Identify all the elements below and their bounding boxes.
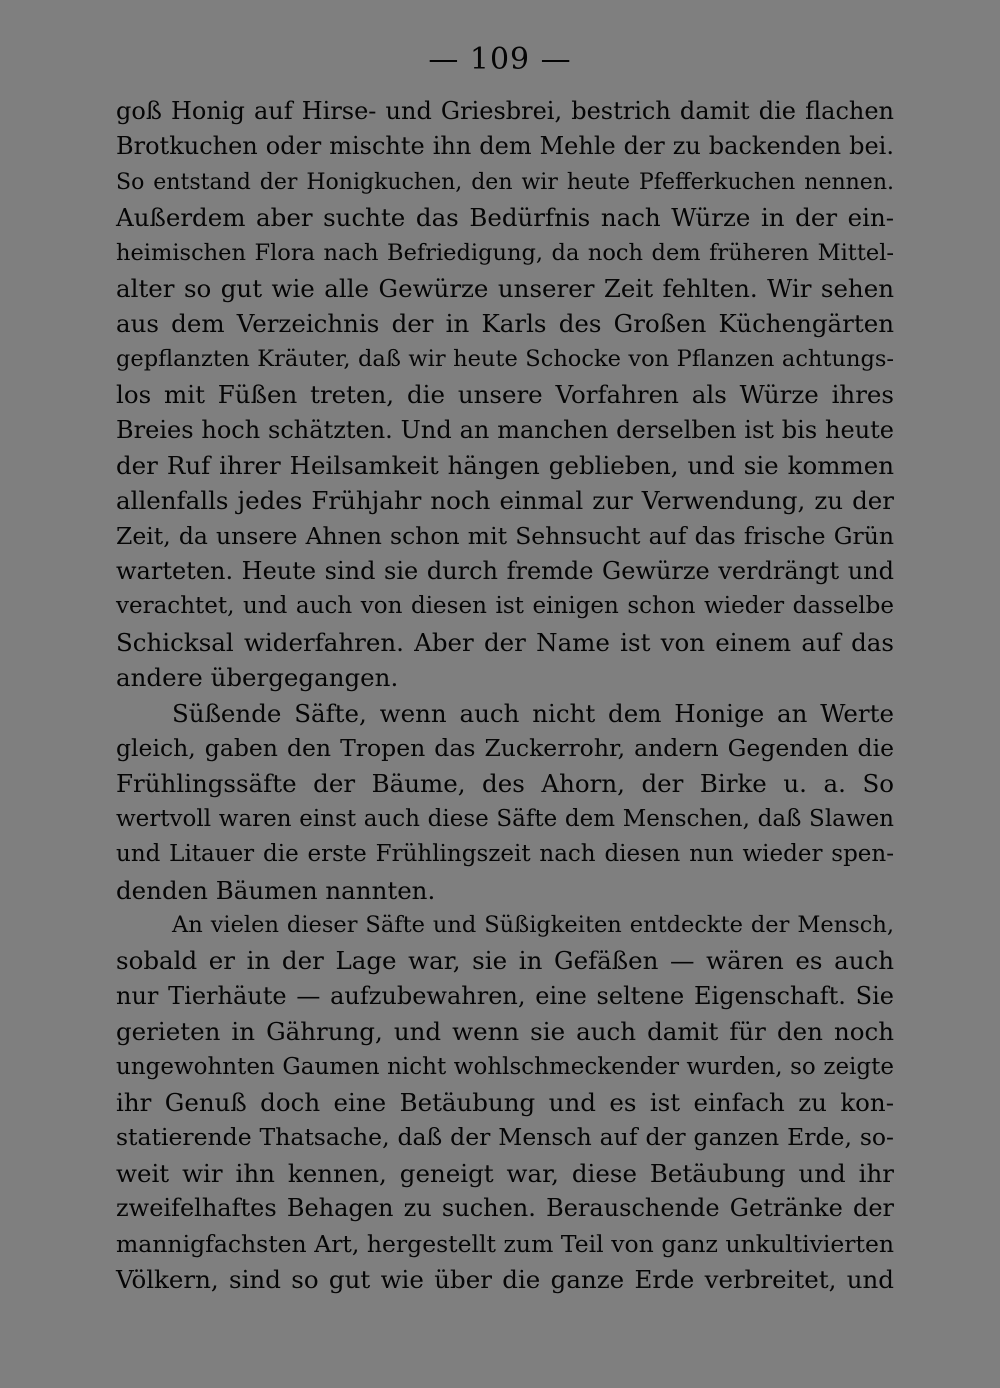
text-line: ungewohnten Gaumen nicht wohlschmeckender wurden, so zeigte [116,1053,894,1080]
text-line: und Litauer die erste Frühlingszeit nach diesen nun wieder spen- [116,841,894,868]
text-line: allenfalls jedes Frühjahr noch einmal zur Verwendung, zu der [116,486,894,516]
text-line: gepflanzten Kräuter, daß wir heute Schocke von Pflanzen achtungs- [116,345,894,372]
text-line: gleich, gaben den Tropen das Zuckerrohr, andern Gegenden die [116,734,894,763]
text-line: So entstand der Honigkuchen, den wir heute Pfefferkuchen nennen. [116,169,894,195]
text-line: Frühlingssäfte der Bäume, des Ahorn, der Birke u. a. So [116,769,894,799]
text-line: weit wir ihn kennen, geneigt war, diese Betäubung und ihr [116,1158,894,1188]
text-line: verachtet, und auch von diesen ist einigen schon wieder dasselbe [116,593,894,620]
text-line: andere übergegangen. [116,663,399,693]
text-line: warteten. Heute sind sie durch fremde Gewürze verdrängt und [116,557,894,586]
text-line: denden Bäumen nannten. [116,875,436,905]
text-line: wertvoll waren einst auch diese Säfte dem Menschen, daß Slawen [116,805,894,832]
text-line: gerieten in Gährung, und wenn sie auch damit für den noch [116,1017,894,1047]
text-line: mannigfachsten Art, hergestellt zum Teil von ganz unkultivierten [116,1229,894,1258]
text-line: Süßende Säfte, wenn auch nicht dem Honige an Werte [172,698,894,728]
text-line: der Ruf ihrer Heilsamkeit hängen geblieben, und sie kommen [116,450,894,480]
text-line: An vielen dieser Säfte und Süßigkeiten entdeckte der Mensch, [172,911,894,938]
text-line: statierende Thatsache, daß der Mensch auf der ganzen Erde, so- [116,1123,894,1152]
text-line: Schicksal widerfahren. Aber der Name ist von einem auf das [116,627,894,657]
text-line: Außerdem aber suchte das Bedürfnis nach Würze in der ein- [116,203,894,233]
text-line: alter so gut wie alle Gewürze unserer Zeit fehlten. Wir sehen [116,273,894,303]
text-line: Breies hoch schätzten. Und an manchen derselben ist bis heute [116,415,894,444]
body-text [116,94,894,1297]
text-line: aus dem Verzeichnis der in Karls des Großen Küchengärten [116,309,894,339]
text-line: goß Honig auf Hirse- und Griesbrei, bestrich damit die flachen [116,97,894,125]
text-line: Brotkuchen oder mischte ihn dem Mehle der zu backenden bei. [116,132,894,161]
text-line: sobald er in der Lage war, sie in Gefäßen — wären es auch [116,946,894,976]
text-line: nur Tierhäute — aufzubewahren, eine seltene Eigenschaft. Sie [116,981,894,1010]
page-number: — 109 — [428,42,572,77]
text-line: Zeit, da unsere Ahnen schon mit Sehnsucht auf das frische Grün [116,521,894,550]
text-line: zweifelhaftes Behagen zu suchen. Berauschende Getränke der [116,1194,894,1223]
text-line: ihr Genuß doch eine Betäubung und es ist einfach zu kon- [116,1087,894,1117]
text-line: Völkern, sind so gut wie über die ganze Erde verbreitet, und [116,1264,894,1294]
text-line: heimischen Flora nach Befriedigung, da noch dem früheren Mittel- [116,239,894,266]
text-line: los mit Füßen treten, die unsere Vorfahren als Würze ihres [116,380,894,410]
